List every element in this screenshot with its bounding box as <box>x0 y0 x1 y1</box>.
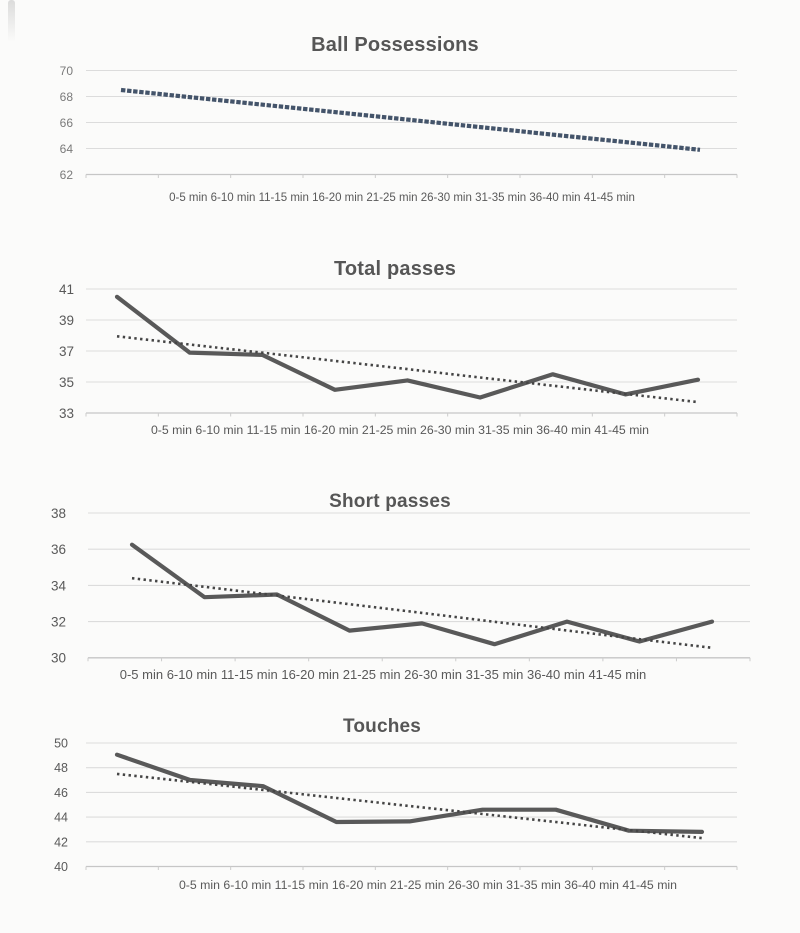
x-axis-labels: 0-5 min 6-10 min 11-15 min 16-20 min 21-25 min 26-30 min 31-35 min 36-40 min 41-45 min <box>169 192 635 204</box>
series-line-actual <box>117 755 702 832</box>
y-tick-label: 66 <box>59 115 73 130</box>
chart-title: Short passes <box>329 491 451 512</box>
y-tick-label: 32 <box>50 614 66 630</box>
y-tick-label: 41 <box>58 281 74 297</box>
y-tick-label: 44 <box>54 810 68 825</box>
y-tick-label: 36 <box>50 542 66 558</box>
y-tick-label: 37 <box>58 343 74 359</box>
series-line-trend <box>121 90 700 150</box>
chart-title: Ball Possessions <box>311 34 479 56</box>
chart-title: Touches <box>342 716 422 737</box>
y-tick-label: 30 <box>50 650 66 666</box>
y-tick-label: 46 <box>54 785 68 800</box>
y-tick-label: 38 <box>50 505 66 521</box>
chart-total-passes <box>59 258 737 437</box>
y-tick-label: 50 <box>54 736 68 751</box>
y-tick-label: 34 <box>50 578 66 594</box>
y-tick-label: 35 <box>58 374 74 390</box>
series-line-trend <box>117 774 702 838</box>
x-axis-labels: 0-5 min 6-10 min 11-15 min 16-20 min 21-25 min 26-30 min 31-35 min 36-40 min 41-45 min <box>150 423 650 437</box>
y-tick-label: 70 <box>59 63 73 78</box>
y-tick-label: 42 <box>54 835 68 850</box>
series-line-actual <box>132 545 712 645</box>
y-tick-label: 68 <box>59 89 73 104</box>
chart-ball-possessions <box>60 34 737 204</box>
x-axis-labels: 0-5 min 6-10 min 11-15 min 16-20 min 21-25 min 26-30 min 31-35 min 36-40 min 41-45 min <box>119 667 647 682</box>
y-tick-label: 40 <box>54 860 68 874</box>
chart-touches <box>54 716 737 892</box>
chart-short-passes <box>51 491 750 682</box>
x-axis-labels: 0-5 min 6-10 min 11-15 min 16-20 min 21-25 min 26-30 min 31-35 min 36-40 min 41-45 min <box>178 878 678 892</box>
y-tick-label: 39 <box>58 312 74 328</box>
chart-title: Total passes <box>333 258 457 280</box>
y-tick-label: 33 <box>58 405 74 421</box>
y-tick-label: 62 <box>59 167 73 182</box>
y-tick-label: 64 <box>59 141 73 156</box>
y-tick-label: 48 <box>54 761 68 776</box>
